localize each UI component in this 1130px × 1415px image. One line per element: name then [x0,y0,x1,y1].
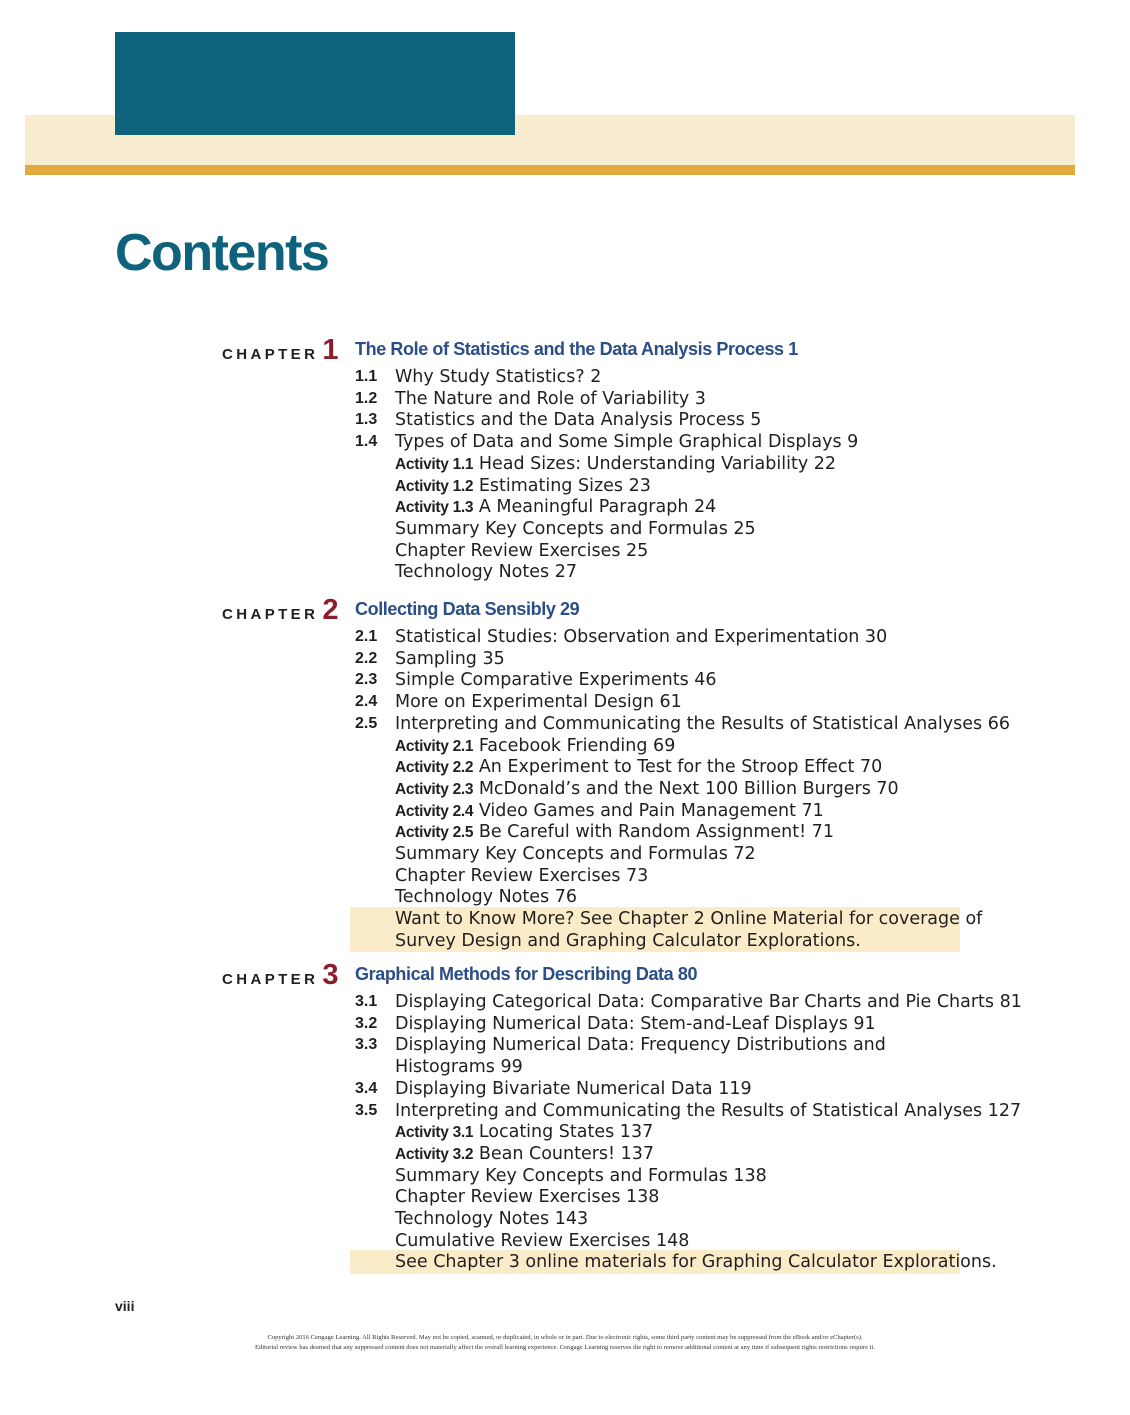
section-number: 3.1 [355,993,378,1010]
entry-text [395,1034,886,1056]
entry-text [395,843,756,865]
page-number: viii [115,1298,135,1314]
entry-title: Cumulative Review Exercises 148 [395,1230,690,1251]
copyright-line: Editorial review has deemed that any suppressed content does not materially affect the overall learning experience. Cengage Learning reserves the right to remove additional content at any time if subsequent rights restrictions require it. [254,1344,876,1351]
section-number: 3.2 [355,1014,378,1032]
entry-title: Displaying Numerical Data: Stem-and-Leaf Displays 91 [395,1013,876,1034]
entry-title: Sampling 35 [395,648,505,669]
section-number: 2.3 [355,671,378,689]
entry-text [395,1186,659,1208]
entry-text [395,431,858,453]
entry-title: Summary Key Concepts and Formulas 138 [395,1165,767,1186]
entry-title: Chapter Review Exercises 73 [395,865,649,886]
entry-title: Facebook Friending 69 [478,735,676,756]
entry-title: Summary Key Concepts and Formulas 72 [395,844,756,864]
entry-text [395,886,577,908]
online-material-note [350,1250,997,1274]
section-number: 1.3 [355,411,378,429]
section-number: 3.4 [355,1079,378,1097]
entry-text [395,1165,767,1187]
entry-title: Bean Counters! 137 [478,1143,655,1164]
chapter-word: CHAPTER [222,971,319,988]
note-line: Survey Design and Graphing Calculator Explorations. [395,930,861,951]
online-material-note [350,907,983,952]
entry-title: Statistical Studies: Observation and Experimentation 30 [395,627,888,647]
activity-label: Activity 2.3 [395,780,474,798]
chapter-title: Graphical Methods for Describing Data 80 [355,964,698,984]
chapter-word: CHAPTER [222,606,319,623]
entry-title: A Meaningful Paragraph 24 [478,497,717,518]
entry-text [395,991,1022,1013]
entry-title: Estimating Sizes 23 [478,475,651,496]
entry-title: Be Careful with Random Assignment! 71 [478,822,834,843]
entry-title: Interpreting and Communicating the Results of Statistical Analyses 66 [395,713,1010,734]
entry-text [395,1143,654,1166]
entry-title: Technology Notes 27 [395,562,577,583]
section-number: 3.5 [355,1101,378,1119]
entry-text [395,691,682,713]
note-line: See Chapter 3 online materials for Graphing Calculator Explorations. [395,1252,997,1273]
section-number: 2.4 [355,693,378,711]
entry-title: Simple Comparative Experiments 46 [395,670,717,691]
entry-text [395,756,882,779]
entry-text [395,1100,1021,1122]
section-number: 1.2 [355,389,378,407]
entry-text [395,1013,876,1035]
entry-title: Chapter Review Exercises 25 [395,540,649,561]
entry-title: Technology Notes 143 [395,1209,589,1229]
section-number: 3.3 [355,1036,378,1054]
entry-text [395,388,706,410]
entry-text [395,713,1010,735]
chapter-number: 3 [322,959,339,991]
copyright-notice [140,1333,990,1353]
entry-text [395,669,717,691]
entry-title: Statistics and the Data Analysis Process 5 [395,410,762,431]
section-number: 1.4 [355,433,378,451]
entry-text [395,518,756,540]
activity-label: Activity 2.5 [395,824,474,842]
entry-text [395,1056,523,1078]
chapter-number: 1 [322,334,339,366]
entry-text [395,800,824,823]
entry-text [395,1208,588,1230]
entry-title: An Experiment to Test for the Stroop Effect 70 [478,757,883,778]
copyright-line: Copyright 2016 Cengage Learning. All Rights Reserved. May not be copied, scanned, or duplicated, in whole or in part. Due to electronic rights, some third party content may be suppressed from the eBook and/or eChapter(s). [267,1334,863,1341]
activity-label: Activity 1.1 [395,455,474,473]
entry-text [395,1078,752,1100]
entry-text [395,1230,689,1252]
entry-text [395,540,648,562]
header-rule [25,165,1075,175]
section-number: 1.1 [355,368,378,385]
entry-title: Interpreting and Communicating the Results of Statistical Analyses 127 [395,1100,1022,1121]
entry-title: Displaying Bivariate Numerical Data 119 [395,1078,752,1099]
entry-text [395,561,577,583]
activity-label: Activity 3.2 [395,1145,474,1163]
entry-title: Displaying Categorical Data: Comparative Bar Charts and Pie Charts 81 [395,992,1022,1012]
entry-title: Video Games and Pain Management 71 [478,800,824,821]
entry-text [395,626,887,648]
activity-label: Activity 2.4 [395,802,474,820]
page-title: Contents [115,224,329,282]
entry-title: More on Experimental Design 61 [395,692,682,713]
entry-title: Why Study Statistics? 2 [395,367,602,387]
entry-text [395,409,761,431]
entry-title: Technology Notes 76 [395,887,577,908]
chapter-title: The Role of Statistics and the Data Analysis Process 1 [355,339,798,359]
chapter-label [222,594,338,627]
activity-label: Activity 1.3 [395,499,474,517]
entry-title: McDonald’s and the Next 100 Billion Burgers 70 [478,778,899,799]
entry-text [395,735,675,758]
activity-label: Activity 3.1 [395,1124,474,1142]
entry-title: The Nature and Role of Variability 3 [395,388,706,409]
entry-text [395,821,834,844]
entry-title: Locating States 137 [478,1122,654,1143]
entry-text [395,453,836,476]
entry-title: Summary Key Concepts and Formulas 25 [395,518,756,539]
entry-title: Histograms 99 [395,1057,523,1078]
chapter-word: CHAPTER [222,346,319,363]
activity-label: Activity 1.2 [395,477,474,495]
entry-text [395,366,601,388]
entry-title: Displaying Numerical Data: Frequency Distributions and [395,1035,886,1056]
note-line: Want to Know More? See Chapter 2 Online Material for coverage of [395,909,983,930]
entry-text [395,496,716,519]
entry-text [395,648,505,670]
section-number: 2.5 [355,714,378,732]
entry-text [395,475,651,498]
chapter-number: 2 [322,594,339,626]
entry-text [395,778,899,801]
header-color-block [115,32,515,135]
chapter-title: Collecting Data Sensibly 29 [355,599,580,619]
entry-text [395,865,648,887]
entry-title: Head Sizes: Understanding Variability 22 [478,453,837,474]
entry-text [395,1121,653,1144]
entry-title: Types of Data and Some Simple Graphical Displays 9 [395,432,859,453]
entry-title: Chapter Review Exercises 138 [395,1187,660,1208]
chapter-label [222,959,338,992]
activity-label: Activity 2.2 [395,759,474,777]
section-number: 2.1 [355,628,378,645]
chapter-label [222,334,338,367]
section-number: 2.2 [355,649,378,667]
activity-label: Activity 2.1 [395,737,474,755]
